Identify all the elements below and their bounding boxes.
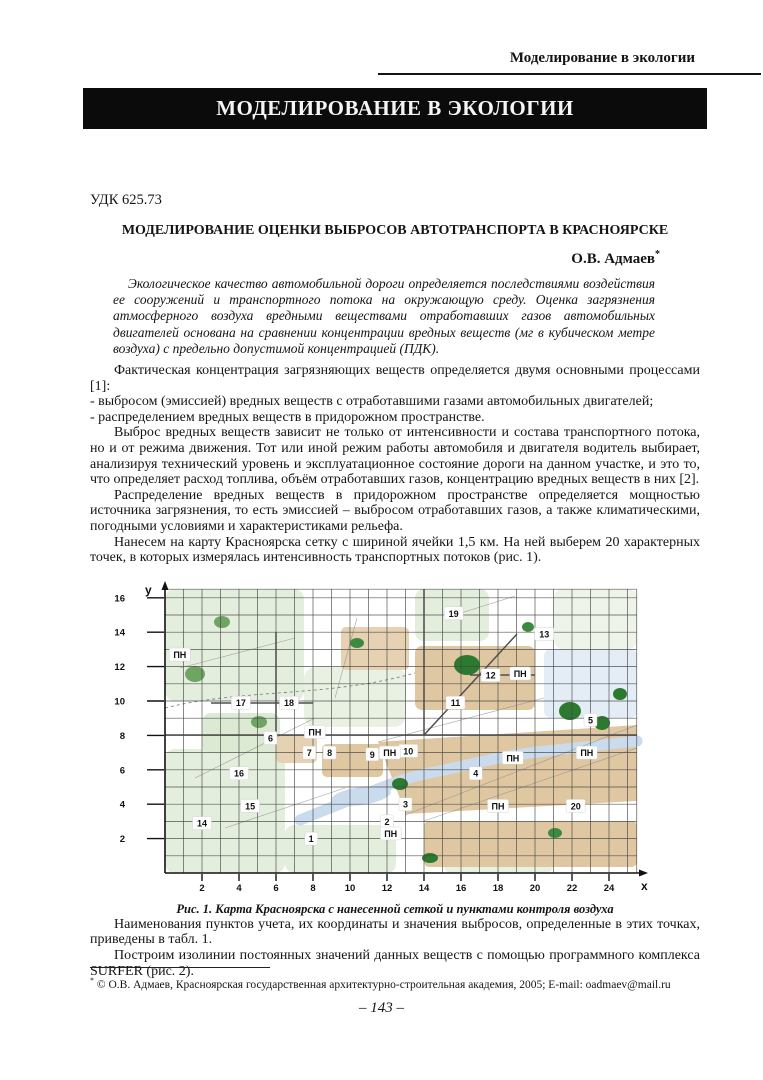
abstract: Экологическое качество автомобильной дороги определяется последствиями воздействия ее сооружений и транспортного потока на окружающую среду. Оценка загрязнения атмосферного воздуха вредными веществами отработавших газов автомобильных двигателей основана на сравнении концентрации вредных веществ (мг в кубическом метре воздуха) с предельно допустимой концентрацией (ПДК). xyxy=(113,276,655,356)
svg-text:16: 16 xyxy=(233,768,245,779)
svg-text:17: 17 xyxy=(235,697,246,708)
svg-text:4: 4 xyxy=(236,882,242,893)
paragraph: Фактическая концентрация загрязняющих веществ определяется двумя основными процессами [1]: xyxy=(90,363,700,394)
footnote xyxy=(90,974,700,992)
svg-text:13: 13 xyxy=(539,629,550,640)
svg-text:24: 24 xyxy=(603,882,615,893)
svg-text:2: 2 xyxy=(119,833,125,845)
svg-text:6: 6 xyxy=(267,733,273,744)
footnote-text: © О.В. Адмаев, Красноярская государственная архитектурно-строительная академия, 2005; E-mail: oadmaev@mail.ru xyxy=(96,978,671,991)
svg-text:16: 16 xyxy=(455,882,467,893)
svg-text:ПН: ПН xyxy=(384,828,398,839)
svg-text:6: 6 xyxy=(273,882,279,893)
paragraph: Построим изолинии постоянных значений данных веществ с помощью программного комплекса SURFER (рис. 2). xyxy=(90,947,700,979)
svg-text:14: 14 xyxy=(196,818,208,829)
krasnoyarsk-map-image xyxy=(85,578,700,898)
svg-text:12: 12 xyxy=(114,661,125,673)
svg-text:6: 6 xyxy=(119,765,125,777)
svg-text:10: 10 xyxy=(114,696,125,708)
svg-text:14: 14 xyxy=(114,627,125,639)
figure-1 xyxy=(90,578,700,917)
paragraph: Нанесем на карту Красноярска сетку с шириной ячейки 1,5 км. На ней выберем 20 характерных точек, в которых измерялась интенсивность транспортных потоков (рис. 1). xyxy=(90,534,700,566)
svg-text:14: 14 xyxy=(418,882,430,893)
paragraph: Выброс вредных веществ зависит не только от интенсивности и состава транспортного потока, но и от режима движения. Тот или иной режим работы автомобиля и двигателя водитель выбирает, анализируя технический уровень и эксплуатационное состояние дороги на данном участке, и это то, что определяет расход топлива, объём отработавших газов, концентрацию вредных веществ в них [2]. xyxy=(90,425,700,488)
page-number: – 143 – xyxy=(359,1000,404,1016)
svg-text:9: 9 xyxy=(369,749,375,760)
list-item: - выбросом (эмиссией) вредных веществ с отработавшими газами автомобильных двигателей; xyxy=(90,394,654,410)
article-title: МОДЕЛИРОВАНИЕ ОЦЕНКИ ВЫБРОСОВ АВТОТРАНСПОРТА В КРАСНОЯРСКЕ xyxy=(121,223,669,238)
svg-text:ПН: ПН xyxy=(173,649,187,660)
svg-text:5: 5 xyxy=(587,715,594,726)
svg-text:8: 8 xyxy=(327,747,333,758)
svg-text:20: 20 xyxy=(529,882,541,893)
udk-code: УДК 625.73 xyxy=(90,192,162,208)
footnote-marker: * xyxy=(90,976,94,985)
svg-text:12: 12 xyxy=(381,882,393,893)
author-footnote-mark: * xyxy=(655,249,660,260)
svg-text:2: 2 xyxy=(199,882,205,893)
svg-text:8: 8 xyxy=(310,882,316,893)
svg-text:18: 18 xyxy=(283,697,294,708)
figure-1-caption: Рис. 1. Карта Красноярска с нанесенной сеткой и пунктами контроля воздуха xyxy=(176,901,614,916)
svg-text:4: 4 xyxy=(473,768,479,779)
svg-text:10: 10 xyxy=(344,882,356,893)
svg-text:19: 19 xyxy=(448,608,459,619)
svg-text:15: 15 xyxy=(245,801,256,812)
list-item: - распределением вредных веществ в придорожном пространстве. xyxy=(90,409,485,425)
svg-text:ПН: ПН xyxy=(308,727,322,738)
header-rule xyxy=(378,73,761,75)
svg-text:х: х xyxy=(641,878,648,893)
section-banner xyxy=(83,88,707,129)
svg-text:18: 18 xyxy=(492,882,504,893)
svg-text:ПН: ПН xyxy=(383,747,397,758)
svg-text:3: 3 xyxy=(402,799,409,810)
author-line xyxy=(90,249,660,268)
svg-text:16: 16 xyxy=(114,593,125,605)
svg-text:22: 22 xyxy=(566,882,578,893)
svg-text:10: 10 xyxy=(403,746,414,757)
section-banner-title: МОДЕЛИРОВАНИЕ В ЭКОЛОГИИ xyxy=(216,96,574,120)
svg-text:у: у xyxy=(145,582,152,597)
svg-text:8: 8 xyxy=(119,730,125,742)
svg-text:11: 11 xyxy=(450,697,461,708)
paragraph: Распределение вредных веществ в придорожном пространстве определяется мощностью источника загрязнения, то есть эмиссией – выбросом отработавших газов, а также климатическими, погодными условиями и характеристиками рельефа. xyxy=(90,487,700,534)
svg-text:ПН: ПН xyxy=(580,747,594,758)
author-name: О.В. Адмаев xyxy=(571,251,655,267)
svg-text:4: 4 xyxy=(119,799,125,811)
svg-text:ПН: ПН xyxy=(513,668,527,679)
running-head: Моделирование в экологии xyxy=(509,50,695,66)
footnote-rule xyxy=(90,967,270,968)
paragraph: Наименования пунктов учета, их координаты и значения выбросов, определенные в этих точках, приведены в табл. 1. xyxy=(90,916,700,948)
svg-text:2: 2 xyxy=(384,816,390,827)
krasnoyarsk-map xyxy=(85,578,660,893)
svg-text:12: 12 xyxy=(485,670,496,681)
svg-text:1: 1 xyxy=(308,833,314,844)
svg-text:7: 7 xyxy=(306,747,312,758)
svg-text:ПН: ПН xyxy=(491,801,505,812)
svg-text:20: 20 xyxy=(570,801,581,812)
svg-text:ПН: ПН xyxy=(506,752,520,763)
